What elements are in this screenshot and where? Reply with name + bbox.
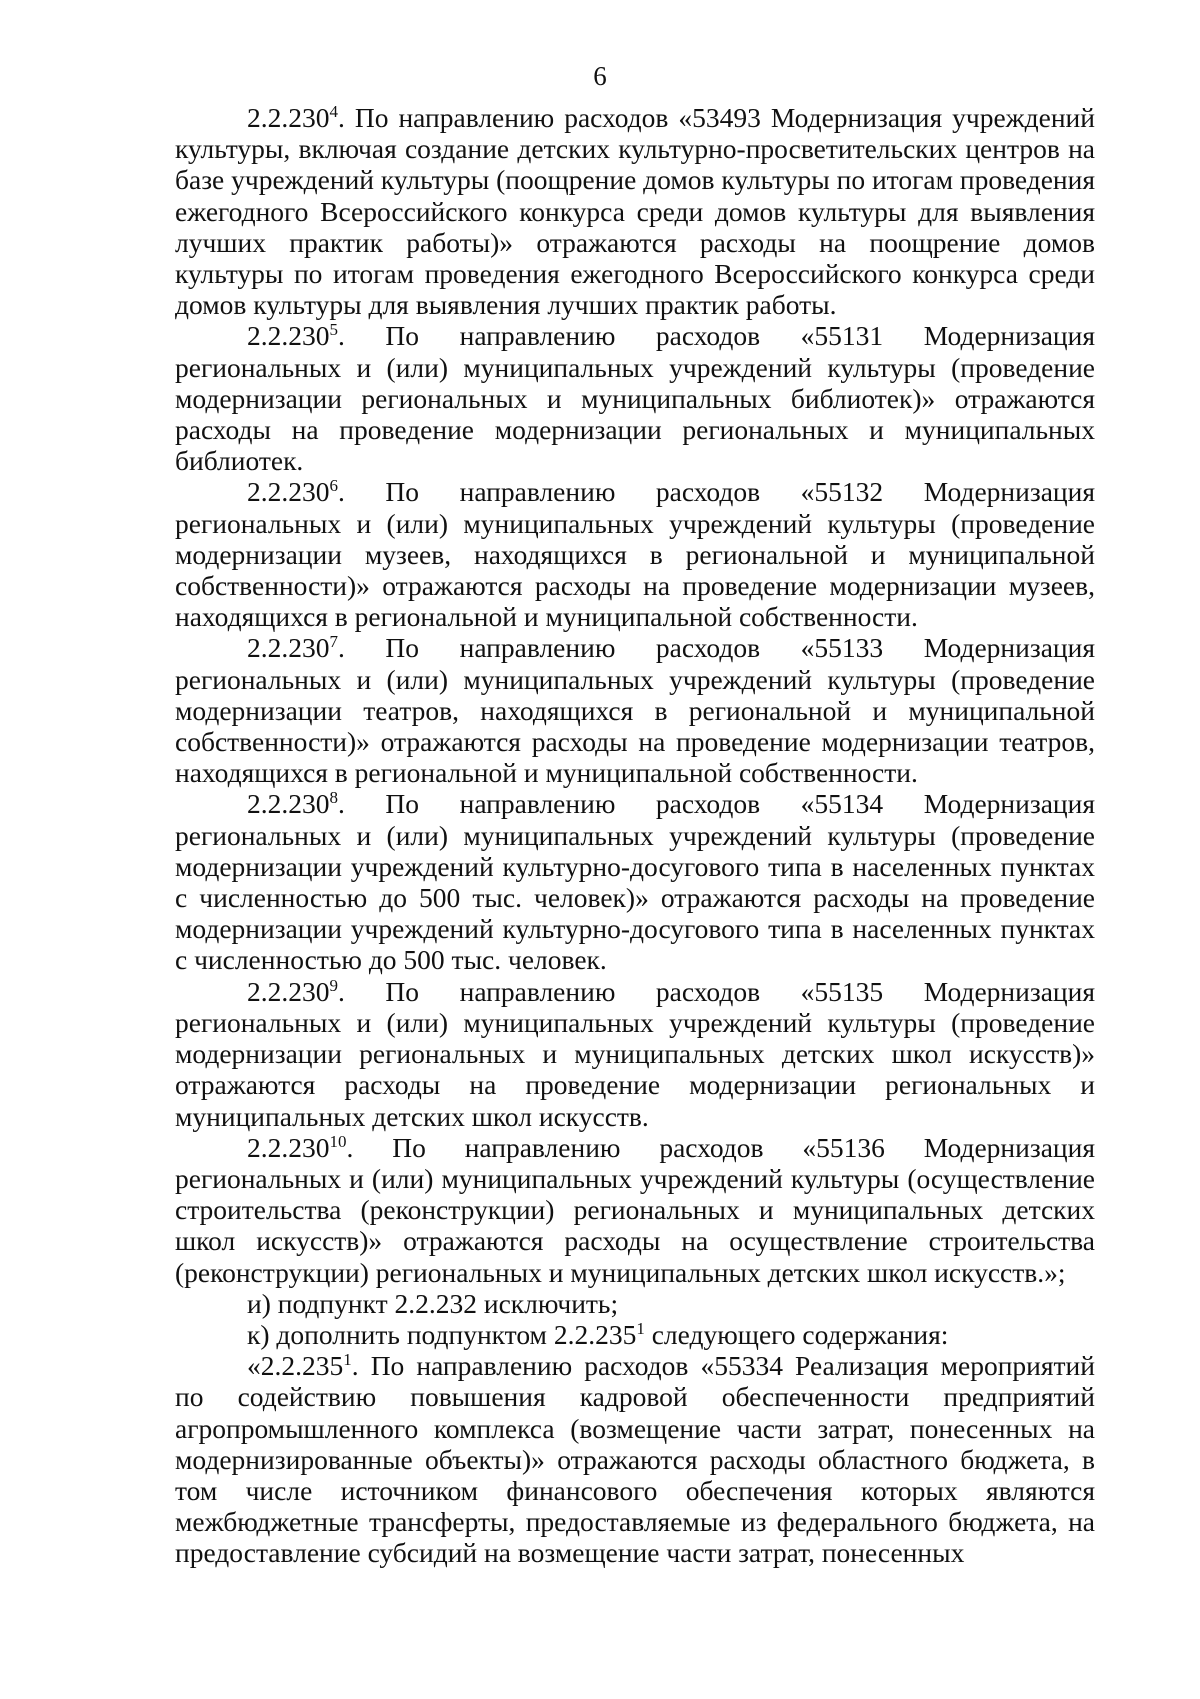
clause-text: . По направлению расходов «55334 Реализация мероприятий по содействию повышения кадровой обеспеченности предприятий агропромышленного комплекса (возмещение части затрат, понесенных на модернизированные объекты)» отражаются расходы областного бюджета, в том числе источником финансового обеспечения которых являются межбюджетные трансферты, предоставляемые из федерального бюджета, на предоставление субсидий на возмещение части затрат, понесенных (175, 1350, 1095, 1569)
clause-superscript: 8 (329, 788, 338, 808)
paragraph-2-2-230-7 (175, 632, 1095, 788)
clause-text: . По направлению расходов «55135 Модернизация региональных и (или) муниципальных учреждений культуры (проведение модернизации региональных и муниципальных детских школ искусств)» отражаются расходы на проведение модернизации региональных и муниципальных детских школ искусств. (175, 975, 1095, 1132)
clause-number: 2.2.230 (247, 320, 330, 352)
paragraph-2-2-230-9 (175, 976, 1095, 1132)
clause-number: 2.2.230 (247, 632, 330, 664)
clause-text: . По направлению расходов «55136 Модернизация региональных и (или) муниципальных учреждений культуры (осуществление строительства (реконструкции) региональных и муниципальных детских школ искусств)» отражаются расходы на осуществление строительства (реконструкции) региональных и муниципальных детских школ искусств.»; (175, 1131, 1095, 1288)
clause-text: . По направлению расходов «55134 Модернизация региональных и (или) муниципальных учреждений культуры (проведение модернизации учреждений культурно-досугового типа в населенных пунктах с численностью до 500 тыс. человек)» отражаются расходы на проведение модернизации учреждений культурно-досугового типа в населенных пунктах с численностью до 500 тыс. человек. (175, 788, 1095, 976)
clause-number: к) дополнить подпунктом 2.2.235 (247, 1318, 637, 1350)
paragraph-2-2-230-10 (175, 1132, 1095, 1288)
clause-superscript: 10 (329, 1131, 347, 1151)
clause-superscript: 9 (329, 975, 338, 995)
clause-text: следующего содержания: (644, 1318, 949, 1350)
page-number: 6 (593, 61, 607, 91)
clause-text: и) подпункт 2.2.232 исключить; (247, 1287, 619, 1319)
clause-superscript: 7 (329, 632, 338, 652)
paragraph-2-2-230-5 (175, 320, 1095, 476)
clause-text: . По направлению расходов «55131 Модернизация региональных и (или) муниципальных учреждений культуры (проведение модернизации региональных и муниципальных библиотек)» отражаются расходы на проведение модернизации региональных и муниципальных библиотек. (175, 320, 1095, 477)
paragraph-2-2-230-6 (175, 476, 1095, 632)
clause-number: «2.2.235 (247, 1350, 344, 1382)
clause-number: 2.2.230 (247, 975, 330, 1007)
document-body (175, 102, 1095, 1569)
clause-number: 2.2.230 (247, 102, 330, 133)
clause-text: . По направлению расходов «55133 Модернизация региональных и (или) муниципальных учреждений культуры (проведение модернизации театров, находящихся в региональной и муниципальной собственности)» отражаются расходы на проведение модернизации театров, находящихся в региональной и муниципальной собственности. (175, 632, 1095, 789)
paragraph-2-2-230-8 (175, 788, 1095, 975)
paragraph-2-2-230-4 (175, 102, 1095, 320)
clause-number: 2.2.230 (247, 1131, 330, 1163)
clause-number: 2.2.230 (247, 476, 330, 508)
paragraph-item-k (175, 1319, 1095, 1350)
paragraph-item-i (175, 1288, 1095, 1319)
clause-superscript: 6 (329, 476, 338, 496)
clause-number: 2.2.230 (247, 788, 330, 820)
paragraph-2-2-235-1 (175, 1350, 1095, 1568)
clause-text: . По направлению расходов «53493 Модернизация учреждений культуры, включая создание детских культурно-просветительских центров на базе учреждений культуры (поощрение домов культуры по итогам проведения ежегодного Всероссийского конкурса среди домов культуры для выявления лучших практик работы)» отражаются расходы на поощрение домов культуры по итогам проведения ежегодного Всероссийского конкурса среди домов культуры для выявления лучших практик работы. (175, 102, 1096, 321)
clause-superscript: 4 (329, 101, 338, 121)
clause-text: . По направлению расходов «55132 Модернизация региональных и (или) муниципальных учреждений культуры (проведение модернизации музеев, находящихся в региональной и муниципальной собственности)» отражаются расходы на проведение модернизации музеев, находящихся в региональной и муниципальной собственности. (175, 476, 1095, 633)
clause-superscript: 1 (636, 1318, 645, 1338)
clause-superscript: 5 (329, 320, 338, 340)
clause-superscript: 1 (343, 1349, 352, 1369)
